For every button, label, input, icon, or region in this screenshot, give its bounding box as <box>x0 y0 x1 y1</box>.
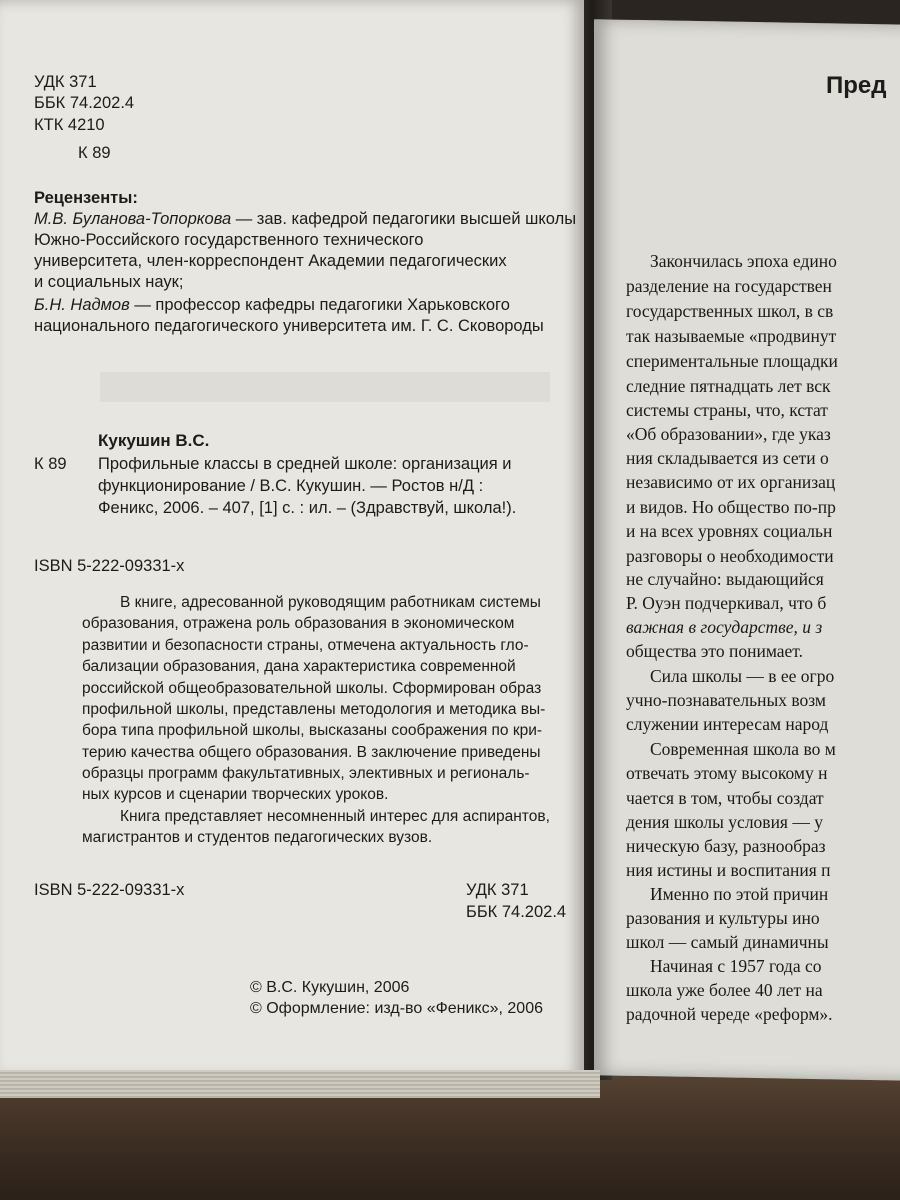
right-page-line: так называемые «продвинут <box>626 326 837 346</box>
right-page-line: и на всех уровнях социальн <box>626 521 833 541</box>
right-page-line: учно-познавательных возм <box>626 690 827 710</box>
udk-bottom: УДК 371 <box>466 881 529 899</box>
catalog-sign: К 89 <box>34 455 67 473</box>
reviewer-2 <box>34 295 510 315</box>
right-page-line: системы страны, что, кстат <box>626 400 828 420</box>
reviewer-1 <box>34 209 576 229</box>
annotation-line: российской общеобразовательной школы. Сформирован образ <box>82 680 542 697</box>
right-page-line: разования и культуры ино <box>626 908 820 928</box>
annotation-line: ных курсов и сценарии творческих уроков. <box>82 786 389 803</box>
right-page-line: отвечать этому высокому н <box>626 763 828 783</box>
annotation-line: образования, отражена роль образования в экономическом <box>82 615 515 632</box>
show-through-shadow <box>100 372 550 402</box>
udk-code: УДК 371 <box>34 73 97 91</box>
right-page-line: школ — самый динамичны <box>626 932 829 952</box>
right-page-line: «Об образовании», где указ <box>626 424 831 444</box>
annotation-line: бализации образования, дана характеристика современной <box>82 658 516 675</box>
annotation-line: профильной школы, представлены методология и методика вы- <box>82 701 546 718</box>
isbn-bottom: ISBN 5-222-09331-x <box>34 881 185 899</box>
right-page-line: Р. Оуэн подчеркивал, что б <box>626 593 827 613</box>
reviewer-2-line: национального педагогического университета им. Г. С. Сковороды <box>34 317 544 335</box>
annotation-line: развитии и безопасности страны, отмечена актуальность гло- <box>82 637 529 654</box>
right-page-line: ния складывается из сети о <box>626 448 829 468</box>
right-page-line: чается в том, чтобы создат <box>626 788 824 808</box>
bib-line: функционирование / В.С. Кукушин. — Ростов н/Д : <box>98 477 484 495</box>
reviewer-2-name: Б.Н. Надмов <box>34 296 130 314</box>
right-page-line: Современная школа во м <box>650 739 836 759</box>
right-page-line: разделение на государствен <box>626 276 832 296</box>
right-page-line: государственных школ, в св <box>626 301 834 321</box>
author-sign: К 89 <box>78 144 111 162</box>
right-page-line: Начиная с 1957 года со <box>650 956 822 976</box>
page-edges <box>0 1070 600 1098</box>
right-page-line: служении интересам народ <box>626 714 829 734</box>
reviewer-1-role: — зав. кафедрой педагогики высшей школы <box>231 210 577 228</box>
right-page-line: и видов. Но общество по-пр <box>626 497 836 517</box>
right-page-line: независимо от их организац <box>626 472 836 492</box>
right-page-line: Сила школы — в ее огро <box>650 666 835 686</box>
bbk-bottom: ББК 74.202.4 <box>466 903 567 921</box>
reviewer-1-line: университета, член-корреспондент Академии педагогических <box>34 252 507 270</box>
right-page-line: ническую базу, разнообраз <box>626 836 826 856</box>
annotation-line: терию качества общего образования. В заключение приведены <box>82 744 541 761</box>
right-page-line: Именно по этой причин <box>650 884 829 904</box>
reviewers-label: Рецензенты: <box>34 189 138 207</box>
right-page-line: не случайно: выдающийся <box>626 569 824 589</box>
right-page-line: спериментальные площадки <box>626 351 838 371</box>
reviewer-2-role: — профессор кафедры педагогики Харьковского <box>129 296 510 314</box>
right-page-line: дения школы условия — у <box>626 812 823 832</box>
annotation-line: образцы программ факультативных, элективных и региональ- <box>82 765 530 782</box>
copyright-author: © В.С. Кукушин, 2006 <box>250 979 410 996</box>
annotation-line: магистрантов и студентов педагогических вузов. <box>82 829 433 846</box>
right-page-line: важная в государстве, и з <box>626 617 823 637</box>
right-page-line: общества это понимает. <box>626 641 804 661</box>
bbk-code: ББК 74.202.4 <box>34 94 135 112</box>
annotation-line: В книге, адресованной руководящим работникам системы <box>120 594 541 611</box>
reviewer-1-name: М.В. Буланова-Топоркова <box>34 210 232 228</box>
author-heading: Кукушин В.С. <box>98 431 210 450</box>
bib-line: Феникс, 2006. – 407, [1] с. : ил. – (Здравствуй, школа!). <box>98 499 517 517</box>
reviewer-1-line: Южно-Российского государственного технического <box>34 231 424 249</box>
bib-line: Профильные классы в средней школе: организация и <box>98 455 512 473</box>
right-page-line: разговоры о необходимости <box>626 546 834 566</box>
right-page-line: радочной череде «реформ». <box>626 1004 833 1024</box>
annotation-line: Книга представляет несомненный интерес для аспирантов, <box>120 808 550 825</box>
isbn-top: ISBN 5-222-09331-x <box>34 557 185 575</box>
ktk-code: КТК 4210 <box>34 116 105 134</box>
right-page-line: следние пятнадцать лет вск <box>626 376 831 396</box>
annotation-line: бора типа профильной школы, высказаны соображения по кри- <box>82 722 543 739</box>
copyright-design: © Оформление: изд-во «Феникс», 2006 <box>250 1000 543 1017</box>
right-page-line: Закончилась эпоха едино <box>650 251 837 271</box>
reviewer-1-line: и социальных наук; <box>34 273 184 291</box>
right-page-title: Пред <box>826 72 887 99</box>
right-page-line: школа уже более 40 лет на <box>626 980 823 1000</box>
right-page-line: ния истины и воспитания п <box>626 860 831 880</box>
